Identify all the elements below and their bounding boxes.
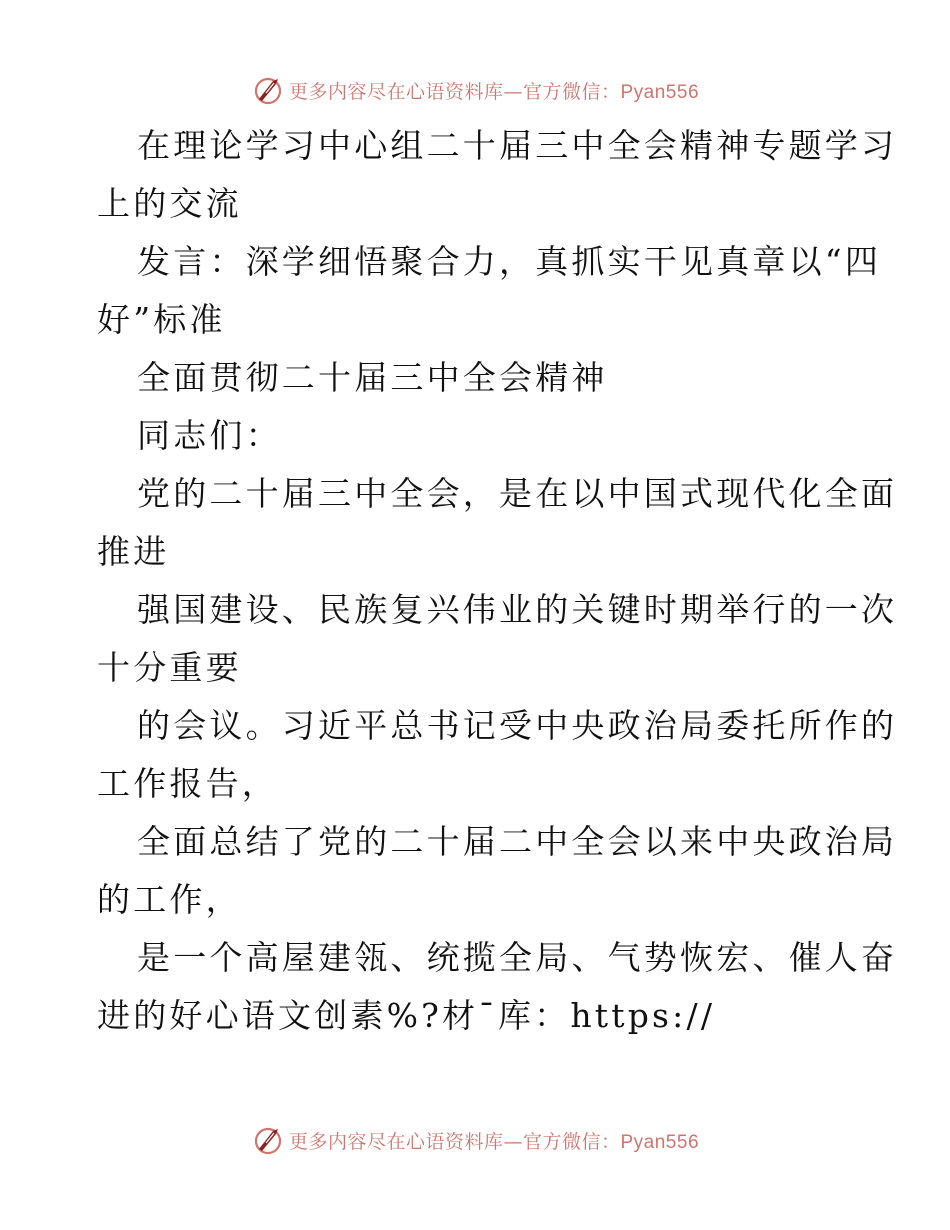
document-body: [97, 117, 898, 1045]
text-line: 进的好心语文创素%?材¯库：https://: [97, 996, 716, 1035]
text-line: 的会议。习近平总书记受中央政治局委托所作的: [137, 706, 898, 745]
text-line: 工作报告，: [97, 764, 278, 803]
watermark-text: [289, 1127, 699, 1154]
text-line: 十分重要: [97, 648, 242, 687]
text-line: 党的二十届三中全会，是在以中国式现代化全面: [137, 474, 898, 513]
watermark-wechat-id: Pyan556: [620, 1131, 700, 1153]
quill-pen-logo-icon: [251, 1123, 285, 1157]
text-line: 全面贯彻二十届三中全会精神: [137, 358, 608, 397]
watermark-text: [289, 77, 699, 104]
text-line: 的工作，: [97, 880, 242, 919]
text-line: 发言：深学细悟聚合力，真抓实干见真章以“四: [137, 242, 882, 281]
text-line: 好”标准: [97, 300, 226, 339]
text-line: 是一个高屋建瓴、统揽全局、气势恢宏、催人奋: [137, 938, 898, 977]
text-line: 同志们：: [137, 416, 282, 455]
text-line: 强国建设、民族复兴伟业的关键时期举行的一次: [137, 590, 898, 629]
text-line: 推进: [97, 532, 170, 571]
text-line: 全面总结了党的二十届二中全会以来中央政治局: [137, 822, 898, 861]
text-line: 上的交流: [97, 184, 242, 223]
header-watermark: [0, 70, 950, 110]
watermark-text-cn: 更多内容尽在心语资料库—官方微信：: [288, 80, 621, 103]
watermark-wechat-id: Pyan556: [620, 81, 700, 103]
watermark-text-cn: 更多内容尽在心语资料库—官方微信：: [288, 1130, 621, 1153]
quill-pen-logo-icon: [251, 73, 285, 107]
text-line: 在理论学习中心组二十届三中全会精神专题学习: [137, 126, 898, 165]
footer-watermark: [0, 1120, 950, 1160]
